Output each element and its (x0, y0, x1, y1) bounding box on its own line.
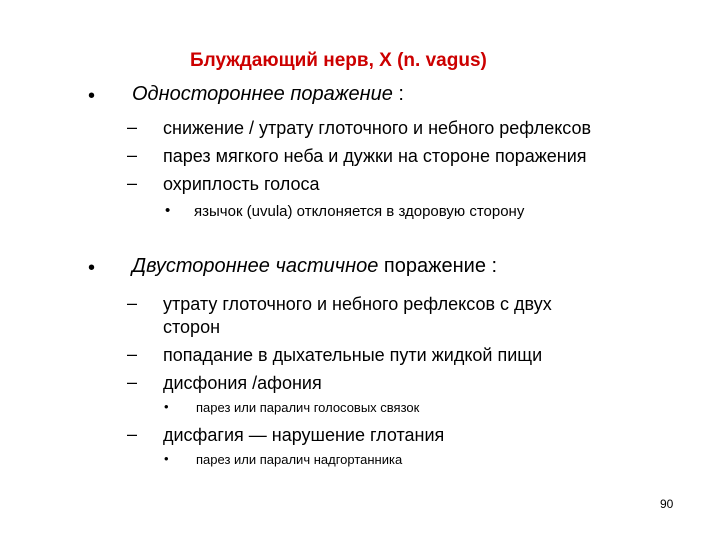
section2-item-1: утрату глоточного и небного рефлексов с двух (163, 294, 552, 314)
section2-heading (132, 255, 497, 278)
section2-item-2: попадание в дыхательные пути жидкой пищи (163, 345, 543, 365)
slide-title: Блуждающий нерв, X (n. vagus) (190, 50, 487, 71)
section1-subitem-1-bullet: • (165, 202, 171, 219)
section2-item-2-dash: – (127, 344, 138, 364)
section1-item-1-dash: – (127, 117, 138, 137)
section1-item-3-dash: – (127, 173, 138, 193)
section1-item-1: снижение / утрату глоточного и небного рефлексов (163, 118, 592, 138)
page-number: 90 (660, 497, 674, 511)
section1-subitem-1: язычок (uvula) отклоняется в здоровую сторону (194, 203, 525, 220)
section1-heading-italic: Одностороннее поражение (132, 83, 393, 105)
section2-item-4-dash: – (127, 424, 138, 444)
section1-heading (132, 83, 404, 106)
section2-bullet: • (88, 257, 96, 279)
section1-item-2-dash: – (127, 145, 138, 165)
section2-subitem-1: парез или паралич голосовых связок (196, 400, 420, 415)
section2-item-3: дисфония /афония (163, 373, 322, 393)
section2-item-4: дисфагия — нарушение глотания (163, 425, 445, 445)
section2-item-1-dash: – (127, 293, 138, 313)
section2-heading-italic: Двустороннее частичное (132, 255, 379, 277)
section2-subitem-2: парез или паралич надгортанника (196, 452, 403, 467)
section2-subitem-2-bullet: • (164, 451, 169, 466)
section2-item-1-cont: сторон (163, 317, 221, 337)
section1-item-3: охриплость голоса (163, 174, 320, 194)
section1-item-2: парез мягкого неба и дужки на стороне поражения (163, 146, 587, 166)
section2-item-3-dash: – (127, 372, 138, 392)
section2-subitem-1-bullet: • (164, 399, 169, 414)
section2-heading-plain: поражение : (378, 255, 498, 277)
section1-bullet: • (88, 85, 96, 107)
section1-heading-suffix: : (392, 83, 404, 105)
